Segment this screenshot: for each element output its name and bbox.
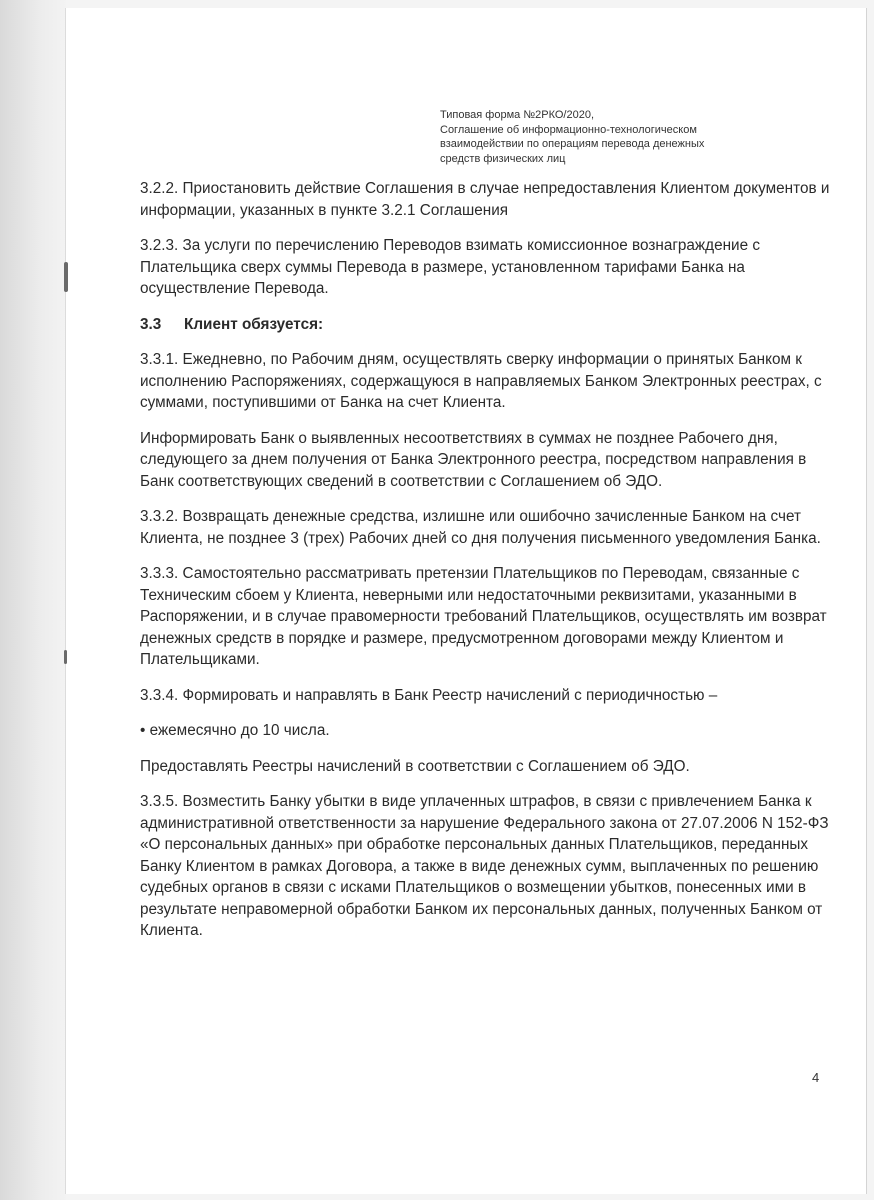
section-heading-3-3 bbox=[140, 314, 840, 336]
paragraph-3-3-1-b: Информировать Банк о выявленных несоответствиях в суммах не позднее Рабочего дня, следующего за днем получения от Банка Электронного реестра, посредством направления в Банк соответствующих сведений в соответствии с Соглашением об ЭДО. bbox=[140, 429, 807, 490]
paragraph-3-3-2: 3.3.2. Возвращать денежные средства, излишне или ошибочно зачисленные Банком на счет Клиента, не позднее 3 (трех) Рабочих дней со дня получения письменного уведомления Банка. bbox=[140, 508, 821, 547]
binding-shadow bbox=[0, 0, 66, 1200]
paragraph-3-3-1: 3.3.1. Ежедневно, по Рабочим дням, осуществлять сверку информации о принятых Банком к исполнению Распоряжениях, содержащуюся в направляемых Банком Электронных реестрах, с суммами, поступившими от Банка на счет Клиента. bbox=[140, 351, 822, 411]
section-title: Клиент обязуется: bbox=[184, 315, 324, 333]
form-header-note: Типовая форма №2РКО/2020, Соглашение об информационно-технологическом взаимодействии по операциям перевода денежных средств физических лиц bbox=[440, 109, 705, 165]
paragraph-3-3-3: 3.3.3. Самостоятельно рассматривать претензии Плательщиков по Переводам, связанные с Техническим сбоем у Клиента, неверными или недостаточными реквизитами, указанными в Распоряжении, и в случае правомерности требований Плательщиков, осуществлять им возврат денежных средств в порядке и размере, предусмотренном договорами между Клиентом и Плательщиками. bbox=[140, 565, 827, 668]
page-number: 4 bbox=[812, 1070, 820, 1085]
binding-mark bbox=[64, 650, 67, 664]
paragraph-3-3-4: 3.3.4. Формировать и направлять в Банк Реестр начислений с периодичностью – bbox=[140, 686, 718, 704]
paragraph-3-2-2: 3.2.2. Приостановить действие Соглашения в случае непредоставления Клиентом документов и информации, указанных в пункте 3.2.1 Соглашения bbox=[140, 180, 830, 219]
binding-mark bbox=[64, 262, 68, 292]
document-body bbox=[140, 178, 840, 956]
paragraph-3-3-4-bullet: • ежемесячно до 10 числа. bbox=[140, 722, 330, 739]
section-number: 3.3 bbox=[140, 315, 162, 333]
paragraph-3-3-4-b: Предоставлять Реестры начислений в соответствии с Соглашением об ЭДО. bbox=[140, 757, 690, 775]
paragraph-3-3-5: 3.3.5. Возместить Банку убытки в виде уплаченных штрафов, в связи с привлечением Банка к административной ответственности за нарушение Федерального закона от 27.07.2006 N 152-ФЗ «О персональных данных» при обработке персональных данных Плательщиков, переданных Банку Клиентом в рамках Договора, а также в виде денежных сумм, выплаченных по решению судебных органов в связи с исками Плательщиков о возмещении убытков, понесенных ими в результате неправомерной обработки Банком их персональных данных, полученных Банком от Клиента. bbox=[140, 793, 829, 939]
paragraph-3-2-3: 3.2.3. За услуги по перечислению Переводов взимать комиссионное вознаграждение с Плательщика сверх суммы Перевода в размере, установленном тарифами Банка на осуществление Перевода. bbox=[140, 237, 760, 297]
